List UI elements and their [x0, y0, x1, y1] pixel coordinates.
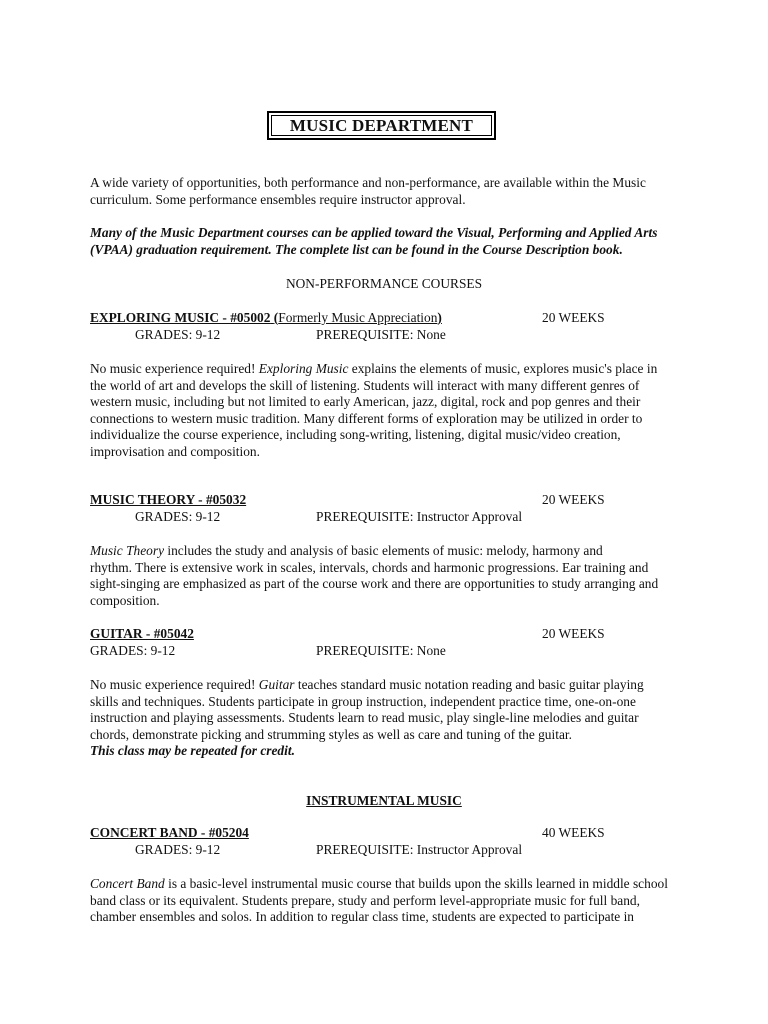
course-header-music-theory: [90, 492, 710, 509]
vpaa-note: [90, 225, 678, 258]
course-description-guitar: [90, 677, 678, 760]
description-line: improvisation and composition.: [90, 443, 260, 459]
description-line: western music, including but not limited to early American, jazz, digital, rock and pop genres and their: [90, 394, 641, 410]
course-description-exploring-music: [90, 361, 678, 461]
course-grades: GRADES: 9-12: [135, 509, 221, 524]
description-course-name: Exploring Music: [258, 361, 349, 376]
course-prerequisite: PREREQUISITE: Instructor Approval: [316, 509, 523, 524]
description-line: [90, 543, 678, 560]
description-line: chords, demonstrate picking and strumming styles as well as care and tuning of the guitar.: [90, 726, 572, 742]
course-title-text: EXPLORING MUSIC - #05002: [90, 310, 271, 325]
description-text: is a basic-level instrumental music course that builds upon the skills learned in middle school: [164, 876, 668, 891]
course-formerly-name: Formerly Music Appreciation: [278, 310, 438, 325]
description-line: sight-singing are emphasized as part of the course work and there are opportunities to study arranging and: [90, 576, 659, 592]
vpaa-line: (VPAA) graduation requirement. The complete list can be found in the Course Description book.: [90, 241, 623, 257]
course-header-guitar: [90, 626, 710, 643]
course-title: GUITAR - #05042: [90, 626, 194, 641]
description-line: skills and techniques. Students participate in group instruction, independent practice time, one-on-one: [90, 693, 636, 709]
description-text: No music experience required!: [90, 677, 259, 692]
course-title: CONCERT BAND - #05204: [90, 825, 249, 840]
description-line: [90, 677, 678, 694]
course-weeks: 20 WEEKS: [542, 310, 605, 325]
course-prerequisite: PREREQUISITE: None: [316, 643, 446, 658]
description-course-name: Guitar: [258, 677, 295, 692]
course-title: [90, 310, 442, 326]
course-meta-concert-band: [90, 842, 710, 859]
section-heading-text: INSTRUMENTAL MUSIC: [306, 793, 462, 808]
description-text: includes the study and analysis of basic elements of music: melody, harmony and: [164, 543, 603, 558]
section-heading-text: NON-PERFORMANCE COURSES: [285, 276, 483, 291]
description-line: the world of art and develops the skill of listening. Students will interact with many different genres of: [90, 377, 640, 393]
intro-paragraph: [90, 175, 678, 208]
intro-line: A wide variety of opportunities, both performance and non-performance, are available within the Music: [90, 175, 646, 190]
course-weeks: 20 WEEKS: [542, 626, 605, 641]
description-line: band class or its equivalent. Students prepare, study and perform level-appropriate music for full band,: [90, 892, 640, 908]
course-grades: GRADES: 9-12: [90, 643, 176, 658]
course-description-music-theory: [90, 543, 678, 609]
course-description-concert-band: [90, 876, 678, 926]
repeat-credit-note: This class may be repeated for credit.: [90, 743, 295, 759]
description-course-name: Concert Band: [90, 876, 165, 891]
course-weeks: 40 WEEKS: [542, 825, 605, 840]
course-prerequisite: PREREQUISITE: Instructor Approval: [316, 842, 523, 857]
description-line: instruction and playing assessments. Students learn to read music, play single-line melodies and guitar: [90, 710, 639, 726]
course-meta-guitar: [90, 643, 710, 660]
course-grades: GRADES: 9-12: [135, 327, 221, 342]
course-prerequisite: PREREQUISITE: None: [316, 327, 446, 342]
description-line: composition.: [90, 592, 160, 608]
section-heading-instrumental: [90, 793, 678, 809]
page-title-box: [267, 111, 496, 140]
course-title: MUSIC THEORY - #05032: [90, 492, 247, 507]
course-weeks: 20 WEEKS: [542, 492, 605, 507]
section-heading-non-performance: [90, 276, 678, 292]
course-grades: GRADES: 9-12: [135, 842, 221, 857]
description-text: No music experience required!: [90, 361, 259, 376]
page-title: MUSIC DEPARTMENT: [289, 115, 474, 135]
paren-open: (: [273, 310, 279, 325]
course-header-exploring-music: [90, 310, 710, 327]
description-text: teaches standard music notation reading and basic guitar playing: [294, 677, 644, 692]
course-meta-music-theory: [90, 509, 710, 526]
description-line: connections to western music tradition. Many different forms of exploration may be utilized in order to: [90, 410, 643, 426]
vpaa-line: Many of the Music Department courses can be applied toward the Visual, Performing and Applied Arts: [90, 225, 658, 240]
description-course-name: Music Theory: [90, 543, 165, 558]
description-text: explains the elements of music, explores music's place in: [348, 361, 658, 376]
course-header-concert-band: [90, 825, 710, 842]
description-line: rhythm. There is extensive work in scales, intervals, chords and harmonic progressions. Ear training and: [90, 559, 649, 575]
description-line: individualize the course experience, including song-writing, listening, digital music/video creation,: [90, 427, 621, 443]
intro-line: curriculum. Some performance ensembles require instructor approval.: [90, 191, 466, 207]
paren-close: ): [437, 310, 442, 325]
description-line: [90, 876, 678, 893]
course-meta-exploring-music: [90, 327, 710, 344]
description-line: chamber ensembles and solos. In addition to regular class time, students are expected to participate in: [90, 909, 635, 925]
description-line: [90, 361, 678, 378]
